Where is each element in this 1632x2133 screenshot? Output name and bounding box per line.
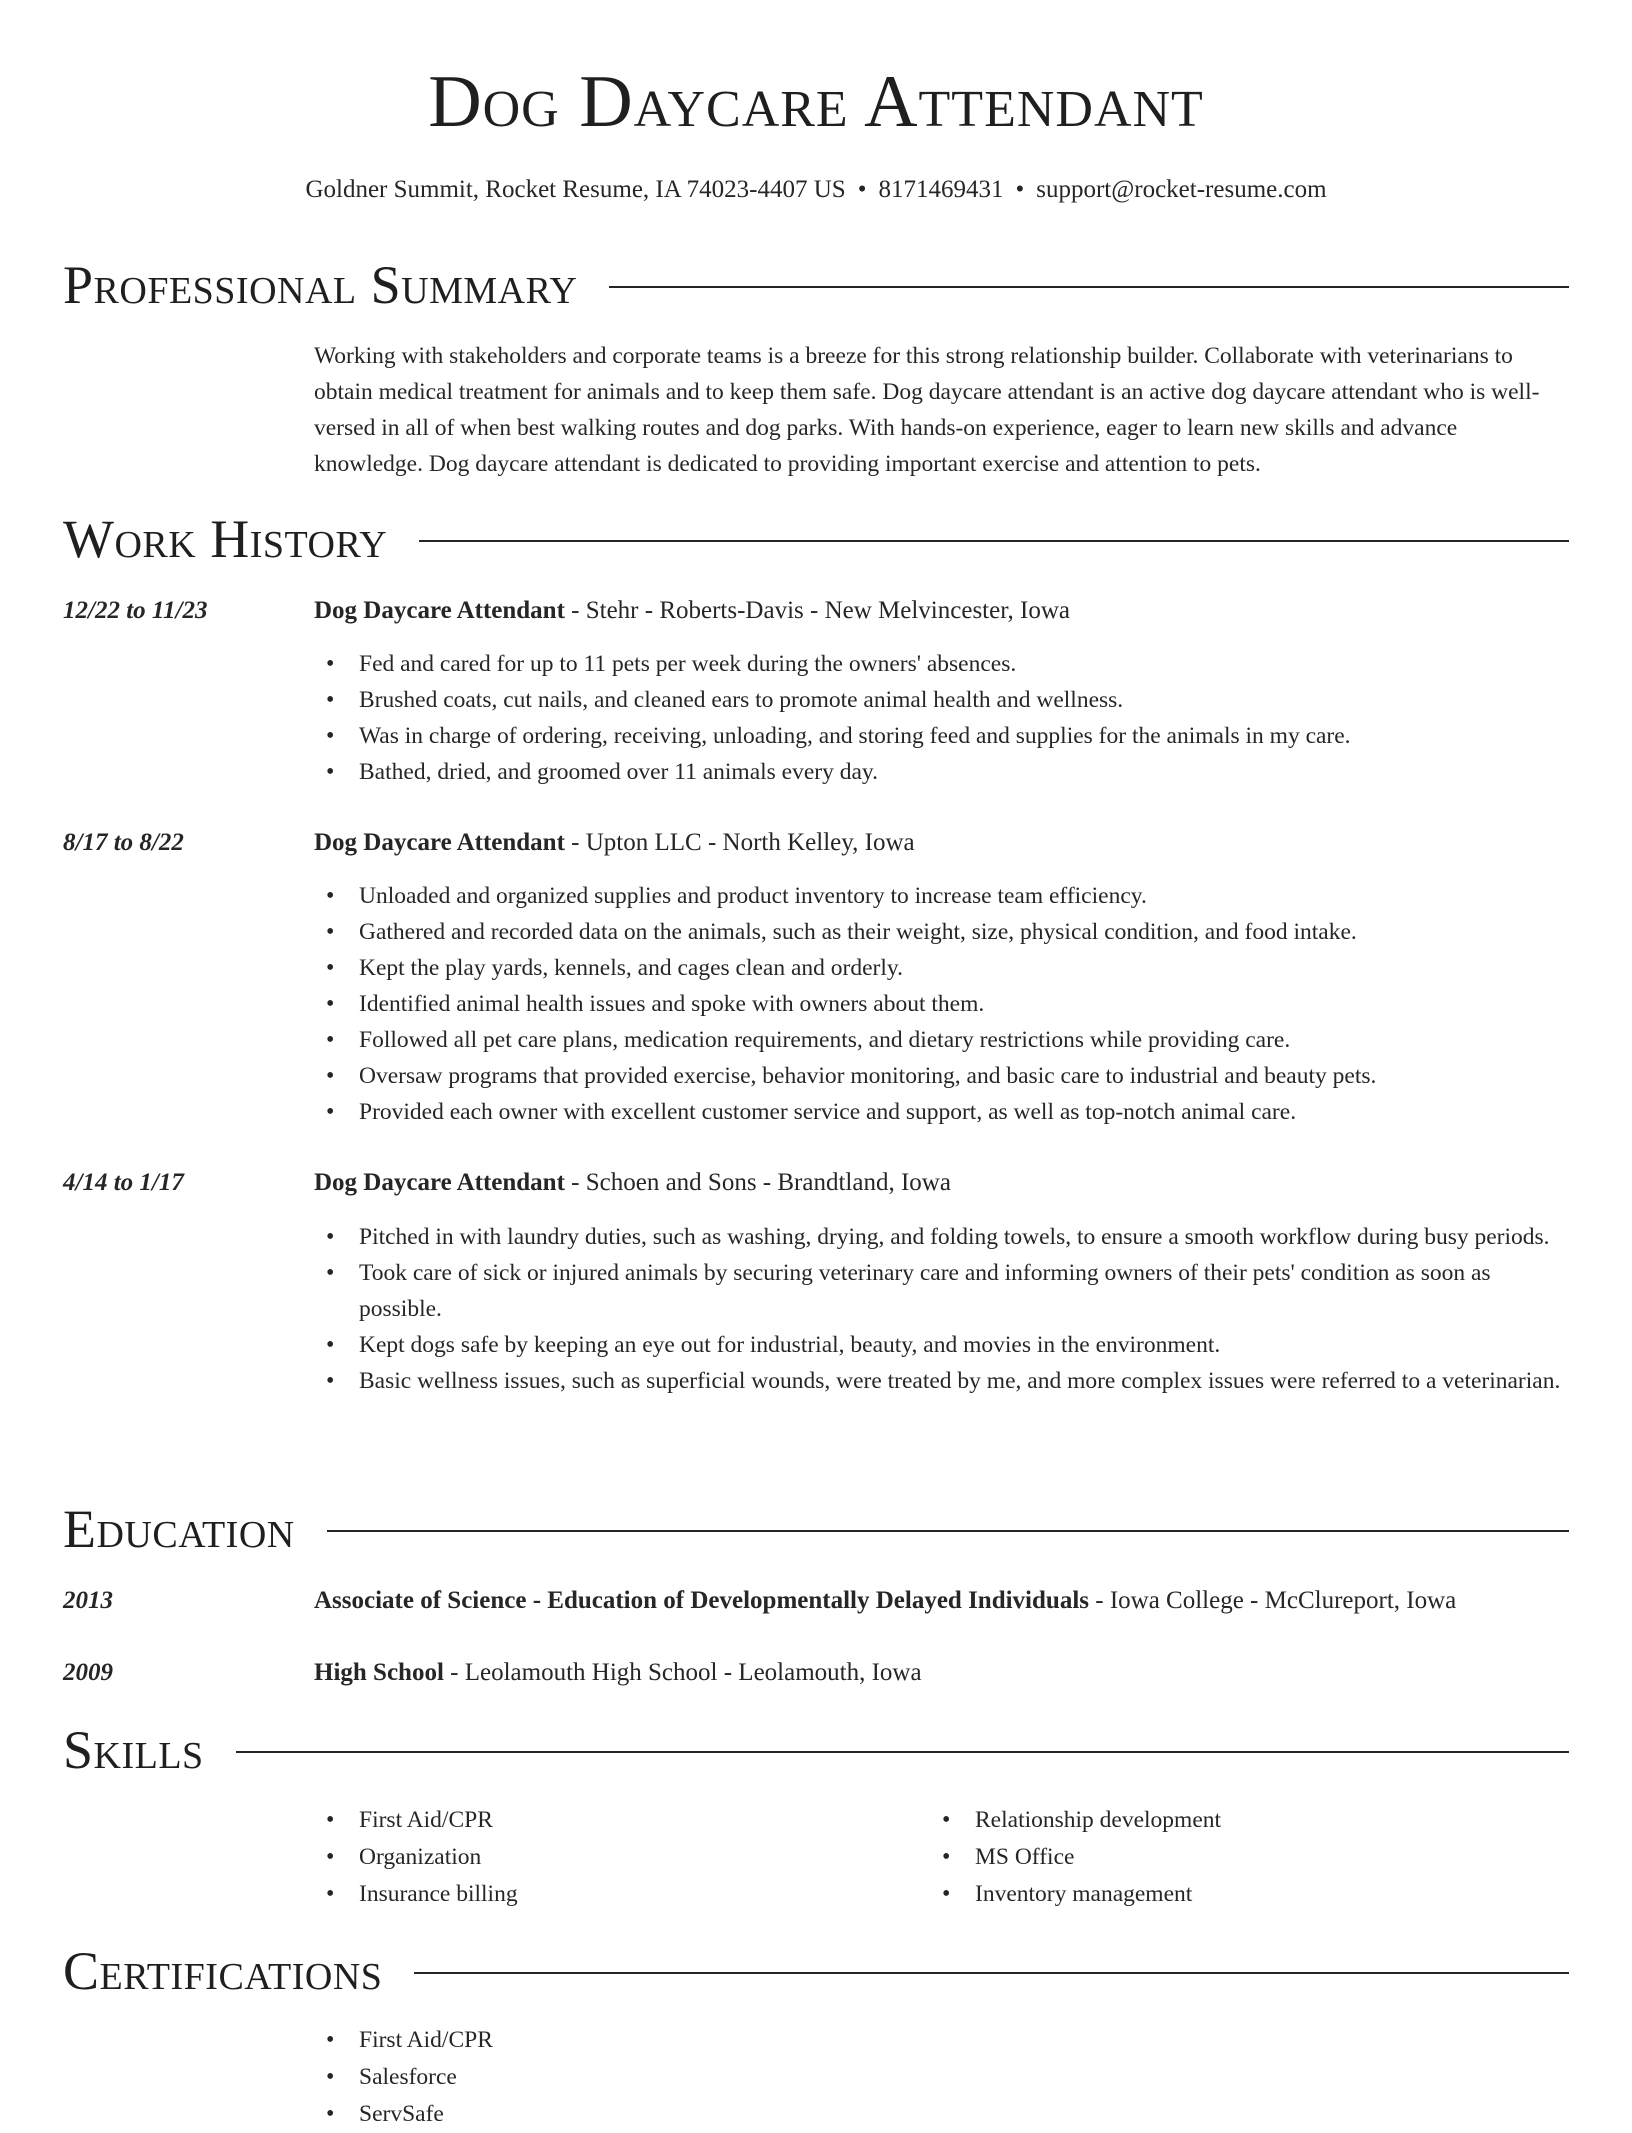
education-degree: Associate of Science - Education of Developmentally Delayed Individuals bbox=[314, 1587, 1089, 1614]
job-details: - Schoen and Sons - Brandtland, Iowa bbox=[564, 1169, 951, 1196]
education-degree: High School bbox=[314, 1659, 444, 1686]
job-title: Dog Daycare Attendant bbox=[314, 597, 565, 624]
list-item: • Relationship development bbox=[930, 1802, 1530, 1839]
list-item: • Inventory management bbox=[930, 1876, 1530, 1913]
list-item: • Unloaded and organized supplies and product inventory to increase team efficiency. bbox=[314, 878, 1569, 914]
job-title: Dog Daycare Attendant bbox=[314, 829, 565, 856]
education-details: - Leolamouth High School - Leolamouth, Iowa bbox=[443, 1659, 922, 1686]
contact-separator: • bbox=[1015, 176, 1025, 203]
list-item: • Provided each owner with excellent customer service and support, as well as top-notch animal care. bbox=[314, 1094, 1569, 1130]
list-item: • Took care of sick or injured animals by securing veterinary care and informing owners of their pets' condition as soon as possible. bbox=[314, 1255, 1569, 1327]
job-dates: 8/17 to 8/22 bbox=[63, 829, 184, 856]
section-title: Skills bbox=[63, 1720, 204, 1780]
education-year: 2013 bbox=[63, 1587, 113, 1614]
section-divider bbox=[236, 1751, 1569, 1753]
section-divider bbox=[327, 1530, 1569, 1532]
list-item: • ServSafe bbox=[314, 2096, 914, 2133]
job-title-line bbox=[314, 1168, 1569, 1198]
education-section-heading bbox=[63, 1499, 1569, 1559]
contact-email: support@rocket-resume.com bbox=[1036, 176, 1327, 203]
section-title: Work History bbox=[63, 509, 388, 569]
education-year: 2009 bbox=[63, 1659, 113, 1686]
skills-list-left bbox=[314, 1802, 914, 1913]
job-bullets bbox=[314, 1219, 1569, 1399]
list-item: • Followed all pet care plans, medication requirements, and dietary restrictions while providing care. bbox=[314, 1022, 1569, 1058]
list-item: • Salesforce bbox=[314, 2059, 914, 2096]
job-title-line bbox=[314, 828, 1569, 858]
candidate-name: Dog Daycare Attendant bbox=[428, 61, 1204, 143]
skills-section-heading bbox=[63, 1720, 1569, 1780]
list-item: • Pitched in with laundry duties, such as washing, drying, and folding towels, to ensure a smooth workflow during busy periods. bbox=[314, 1219, 1569, 1255]
contact-line bbox=[0, 175, 1632, 205]
list-item: • Bathed, dried, and groomed over 11 animals every day. bbox=[314, 754, 1569, 790]
list-item: • Insurance billing bbox=[314, 1876, 914, 1913]
list-item: • Basic wellness issues, such as superficial wounds, were treated by me, and more complex issues were referred to a veterinarian. bbox=[314, 1363, 1569, 1399]
list-item: • Brushed coats, cut nails, and cleaned ears to promote animal health and wellness. bbox=[314, 682, 1569, 718]
job-bullets bbox=[314, 878, 1569, 1130]
education-entry bbox=[314, 1658, 1569, 1688]
summary-section-heading bbox=[63, 255, 1569, 315]
contact-phone: 8171469431 bbox=[878, 176, 1004, 203]
section-title: Certifications bbox=[63, 1941, 383, 2001]
summary-text: Working with stakeholders and corporate teams is a breeze for this strong relationship builder. Collaborate with veterinarians to obtain medical treatment for animals and to keep them safe. Dog daycare attendant is an active dog daycare attendant who is well-versed in all of when best walking routes and dog parks. With hands-on experience, eager to learn new skills and advance knowledge. Dog daycare attendant is dedicated to providing important exercise and attention to pets. bbox=[314, 343, 1540, 477]
certifications-list bbox=[314, 2022, 914, 2133]
section-title: Education bbox=[63, 1499, 295, 1559]
job-title-line bbox=[314, 596, 1569, 626]
list-item: • Fed and cared for up to 11 pets per week during the owners' absences. bbox=[314, 646, 1569, 682]
list-item: • Organization bbox=[314, 1839, 914, 1876]
list-item: • Kept the play yards, kennels, and cages clean and orderly. bbox=[314, 950, 1569, 986]
section-divider bbox=[609, 286, 1569, 288]
list-item: • First Aid/CPR bbox=[314, 1802, 914, 1839]
contact-address: Goldner Summit, Rocket Resume, IA 74023-4407 US bbox=[305, 176, 846, 203]
education-details: - Iowa College - McClureport, Iowa bbox=[1089, 1587, 1457, 1614]
list-item: • MS Office bbox=[930, 1839, 1530, 1876]
job-dates: 4/14 to 1/17 bbox=[63, 1169, 184, 1196]
skills-list-right bbox=[930, 1802, 1530, 1913]
list-item: • Kept dogs safe by keeping an eye out for industrial, beauty, and movies in the environment. bbox=[314, 1327, 1569, 1363]
job-details: - Stehr - Roberts-Davis - New Melvincester, Iowa bbox=[564, 597, 1071, 624]
job-dates: 12/22 to 11/23 bbox=[63, 597, 208, 624]
job-title: Dog Daycare Attendant bbox=[314, 1169, 565, 1196]
section-divider bbox=[414, 1972, 1569, 1974]
contact-separator: • bbox=[857, 176, 867, 203]
list-item: • Oversaw programs that provided exercise, behavior monitoring, and basic care to industrial and beauty pets. bbox=[314, 1058, 1569, 1094]
section-title: Professional Summary bbox=[63, 255, 578, 315]
job-bullets bbox=[314, 646, 1569, 790]
list-item: • First Aid/CPR bbox=[314, 2022, 914, 2059]
section-divider bbox=[419, 540, 1569, 542]
list-item: • Gathered and recorded data on the animals, such as their weight, size, physical condition, and food intake. bbox=[314, 914, 1569, 950]
list-item: • Identified animal health issues and spoke with owners about them. bbox=[314, 986, 1569, 1022]
certifications-section-heading bbox=[63, 1941, 1569, 2001]
work-history-section-heading bbox=[63, 509, 1569, 569]
job-details: - Upton LLC - North Kelley, Iowa bbox=[564, 829, 915, 856]
list-item: • Was in charge of ordering, receiving, unloading, and storing feed and supplies for the animals in my care. bbox=[314, 718, 1569, 754]
education-entry bbox=[314, 1586, 1569, 1616]
